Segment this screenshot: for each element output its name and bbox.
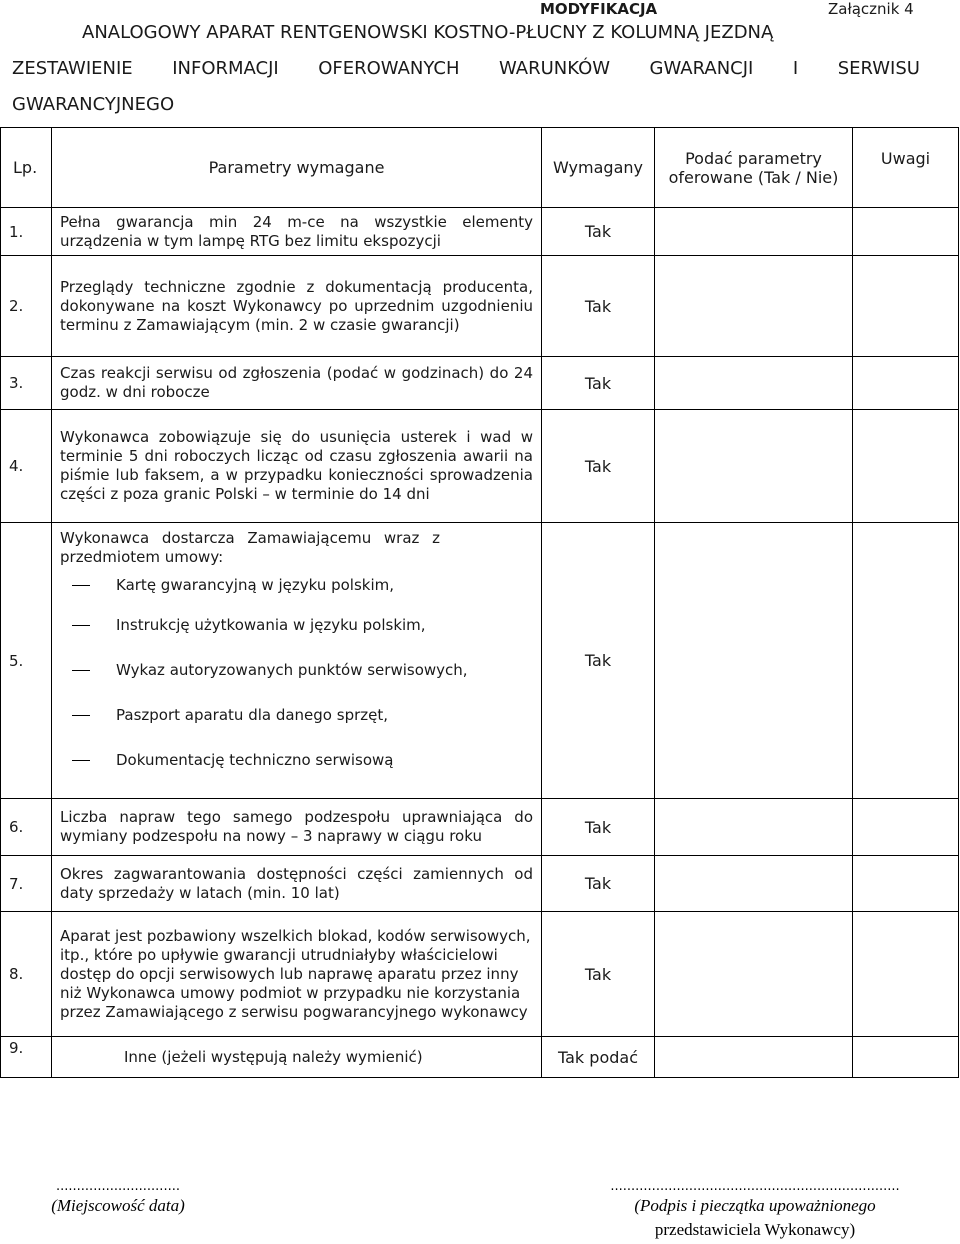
document-subtitle-cont: GWARANCYJNEGO xyxy=(12,94,175,115)
row-param: Liczba napraw tego samego podzespołu uprawniająca do wymiany podzespołu na nowy – 3 naprawy w ciągu roku xyxy=(52,799,542,856)
row-notes-cell[interactable] xyxy=(853,1037,959,1078)
row-notes-cell[interactable] xyxy=(853,410,959,523)
warranty-table xyxy=(0,127,959,1078)
row-offered-cell[interactable] xyxy=(655,1037,853,1078)
row-param: Pełna gwarancja min 24 m-ce na wszystkie elementy urządzenia w tym lampę RTG bez limitu ekspozycji xyxy=(52,208,542,256)
row-param-list xyxy=(52,523,542,799)
table-row xyxy=(1,1037,959,1078)
signature-line: ...................................................................... xyxy=(610,1180,900,1194)
row-offered-cell[interactable] xyxy=(655,799,853,856)
list-item-text: Paszport aparatu dla danego sprzęt, xyxy=(116,706,389,724)
list-item xyxy=(60,648,533,693)
row-offered-cell[interactable] xyxy=(655,357,853,410)
row-notes-cell[interactable] xyxy=(853,912,959,1037)
row-required: Tak xyxy=(542,256,655,357)
row-number: 9. xyxy=(1,1037,52,1078)
row-param: Aparat jest pozbawiony wszelkich blokad, kodów serwisowych, itp., które po upływie gwarancji utrudniałyby właścicielowi dostęp do opcji serwisowych lub naprawę aparatu przez inny niż Wykonawca umowy podmiot w przypadku nie korzystania przez Zamawiającego z serwisu pogwarancyjnego wykonawcy xyxy=(52,912,542,1037)
row-required: Tak xyxy=(542,208,655,256)
table-row xyxy=(1,208,959,256)
list-item xyxy=(60,693,533,738)
row-notes-cell[interactable] xyxy=(853,523,959,799)
table-row xyxy=(1,523,959,799)
row-number: 5. xyxy=(1,523,52,799)
table-row xyxy=(1,912,959,1037)
row-number: 6. xyxy=(1,799,52,856)
subtitle-word: I xyxy=(792,58,799,79)
table-row xyxy=(1,856,959,912)
table-row xyxy=(1,410,959,523)
dash-icon xyxy=(72,625,90,626)
place-date-line: .............................. xyxy=(56,1180,180,1194)
row-required: Tak xyxy=(542,410,655,523)
row-number: 3. xyxy=(1,357,52,410)
list-item xyxy=(60,567,533,603)
list-item-text: Wykaz autoryzowanych punktów serwisowych, xyxy=(116,661,468,679)
dash-icon xyxy=(72,670,90,671)
row-offered-cell[interactable] xyxy=(655,208,853,256)
table-row xyxy=(1,799,959,856)
row-param: Przeglądy techniczne zgodnie z dokumentacją producenta, dokonywane na koszt Wykonawcy po uprzednim uzgodnieniu terminu z Zamawiającym (min. 2 w czasie gwarancji) xyxy=(52,256,542,357)
row-notes-cell[interactable] xyxy=(853,799,959,856)
row-offered-cell[interactable] xyxy=(655,256,853,357)
place-date-signature xyxy=(38,1180,198,1218)
col-header-lp: Lp. xyxy=(1,128,52,208)
list-item-text: Dokumentację techniczno serwisową xyxy=(116,751,394,769)
subtitle-word: GWARANCJI xyxy=(649,58,754,79)
subtitle-word: OFEROWANYCH xyxy=(318,58,460,79)
table-row xyxy=(1,256,959,357)
subtitle-word: INFORMACJI xyxy=(172,58,279,79)
list-intro: Wykonawca dostarcza Zamawiającemu wraz z przedmiotem umowy: xyxy=(60,529,440,566)
contractor-signature xyxy=(595,1180,915,1242)
row-param: Czas reakcji serwisu od zgłoszenia (podać w godzinach) do 24 godz. w dni robocze xyxy=(52,357,542,410)
row-notes-cell[interactable] xyxy=(853,208,959,256)
dash-icon xyxy=(72,760,90,761)
col-header-offered: Podać parametry oferowane (Tak / Nie) xyxy=(655,128,853,208)
attachment-label: Załącznik 4 xyxy=(828,0,914,18)
row-required: Tak podać xyxy=(542,1037,655,1078)
row-number: 8. xyxy=(1,912,52,1037)
row-notes-cell[interactable] xyxy=(853,256,959,357)
table-row xyxy=(1,357,959,410)
place-date-label: (Miejscowość data) xyxy=(51,1196,185,1215)
col-header-notes: Uwagi xyxy=(853,128,959,208)
modification-label: MODYFIKACJA xyxy=(540,0,658,18)
row-param: Okres zagwarantowania dostępności części zamiennych od daty sprzedaży w latach (min. 10 lat) xyxy=(52,856,542,912)
list-item xyxy=(60,738,533,783)
row-required: Tak xyxy=(542,523,655,799)
document-subtitle xyxy=(12,58,920,79)
document-title: ANALOGOWY APARAT RENTGENOWSKI KOSTNO-PŁUCNY Z KOLUMNĄ JEZDNĄ xyxy=(82,22,774,43)
signature-label: (Podpis i pieczątka upoważnionego xyxy=(634,1196,876,1215)
row-number: 1. xyxy=(1,208,52,256)
col-header-required: Wymagany xyxy=(542,128,655,208)
dash-icon xyxy=(72,585,90,586)
row-number: 2. xyxy=(1,256,52,357)
row-required: Tak xyxy=(542,912,655,1037)
row-notes-cell[interactable] xyxy=(853,357,959,410)
row-param: Inne (jeżeli występują należy wymienić) xyxy=(52,1037,542,1078)
row-number: 4. xyxy=(1,410,52,523)
row-required: Tak xyxy=(542,357,655,410)
signature-label-cont: przedstawiciela Wykonawcy) xyxy=(654,1220,856,1239)
row-required: Tak xyxy=(542,856,655,912)
row-notes-cell[interactable] xyxy=(853,856,959,912)
row-offered-cell[interactable] xyxy=(655,523,853,799)
header-bar xyxy=(0,0,960,20)
list-item-text: Instrukcję użytkowania w języku polskim, xyxy=(116,616,426,634)
row-required: Tak xyxy=(542,799,655,856)
row-offered-cell[interactable] xyxy=(655,912,853,1037)
row-param: Wykonawca zobowiązuje się do usunięcia usterek i wad w terminie 5 dni roboczych licząc od czasu zgłoszenia awarii na piśmie lub faksem, a w przypadku konieczności sprowadzenia części z poza granic Polski – w terminie do 14 dni xyxy=(52,410,542,523)
row-number: 7. xyxy=(1,856,52,912)
row-offered-cell[interactable] xyxy=(655,410,853,523)
list-item xyxy=(60,603,533,648)
table-header-row xyxy=(1,128,959,208)
row-offered-cell[interactable] xyxy=(655,856,853,912)
dash-icon xyxy=(72,715,90,716)
subtitle-word: SERWISU xyxy=(837,58,920,79)
subtitle-word: ZESTAWIENIE xyxy=(12,58,133,79)
col-header-params: Parametry wymagane xyxy=(52,128,542,208)
list-item-text: Kartę gwarancyjną w języku polskim, xyxy=(116,575,395,594)
subtitle-word: WARUNKÓW xyxy=(498,58,611,79)
